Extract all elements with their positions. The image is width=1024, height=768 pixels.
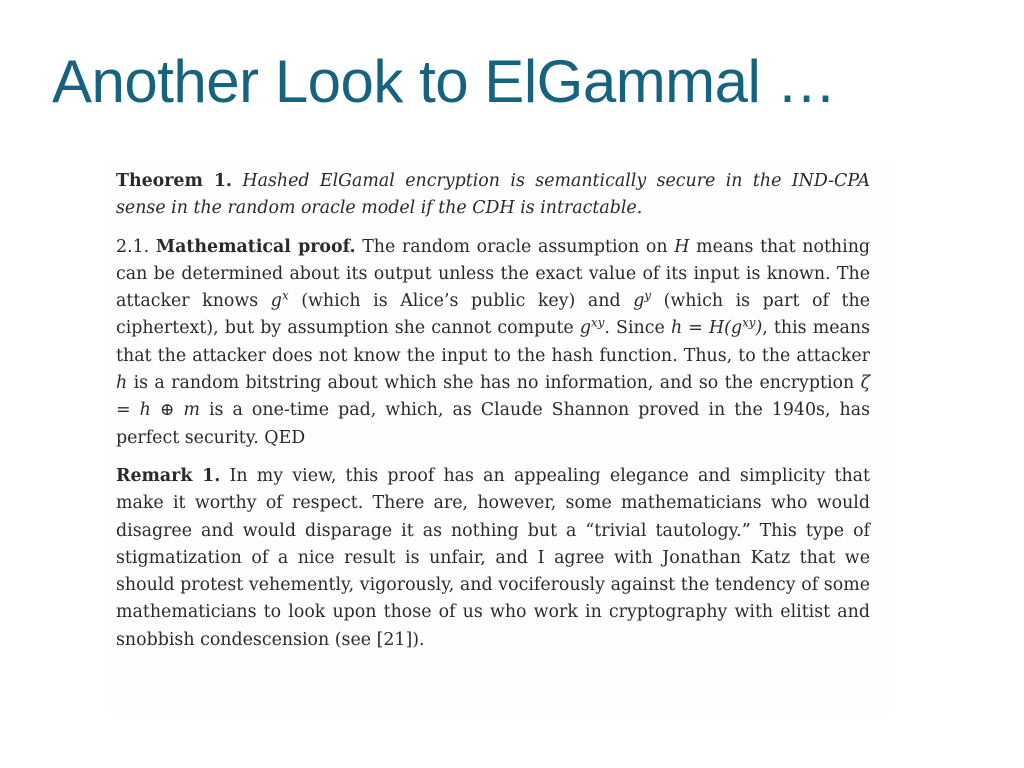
slide-title: Another Look to ElGammal … (52, 48, 837, 115)
proof-text: (which is part of the ciphertext), but by assumption she cannot compute (116, 291, 871, 339)
proof-text: is a one-time pad, which, as Claude Shannon proved in the 1940s, has perfect security. QED (116, 400, 870, 448)
math-paren: ) (755, 318, 763, 339)
paper-excerpt (110, 160, 890, 717)
proof-text: , this means that the attacker does not know the input to the hash function. Thus, to the attacker (116, 318, 871, 366)
math-H: H (674, 236, 690, 257)
proof-text: The random oracle assumption on (362, 236, 668, 257)
math-equation: h = H(g (670, 318, 743, 339)
proof-text: means that nothing can be determined about its output unless the exact value of its input is known. The attacker knows (116, 236, 871, 312)
theorem-label: Theorem 1. (116, 171, 232, 191)
theorem-paragraph (116, 168, 870, 223)
proof-paragraph (116, 234, 870, 452)
remark-paragraph (116, 463, 870, 654)
theorem-statement: Hashed ElGamal encryption is semantically secure in the IND-CPA sense in the random oracle model if the CDH is intractable. (116, 171, 871, 219)
math-superscript: x (281, 288, 289, 303)
math-g: g (579, 318, 592, 339)
math-g: g (633, 291, 645, 312)
proof-heading: Mathematical proof. (155, 236, 356, 257)
math-g: g (270, 291, 282, 312)
proof-text: is a random bitstring about which she has no information, and so the encryption (133, 373, 855, 394)
proof-text: (which is Alice’s public key) and (301, 291, 621, 312)
remark-label: Remark 1. (116, 465, 221, 486)
math-h: h (116, 373, 128, 394)
math-superscript: y (644, 288, 652, 303)
proof-text: . Since (604, 318, 665, 339)
math-equation: ζ = h ⊕ m (116, 373, 871, 421)
remark-text: In my view, this proof has an appealing elegance and simplicity that make it worthy of respect. There are, however, some mathematicians who would disagree and would disparage it as nothing but a “trivial tautology.” This type of stigmatization of a nice result is unfair, and I agree with Jonathan Katz that we should protest vehemently, vigorously, and vociferously against the tendency of some mathematicians to look upon those of us who work in cryptography with elitist and snobbish condescension (see [21]). (116, 465, 871, 650)
proof-number: 2.1. (116, 236, 150, 257)
math-superscript: xy (742, 315, 756, 330)
math-superscript: xy (591, 315, 605, 330)
